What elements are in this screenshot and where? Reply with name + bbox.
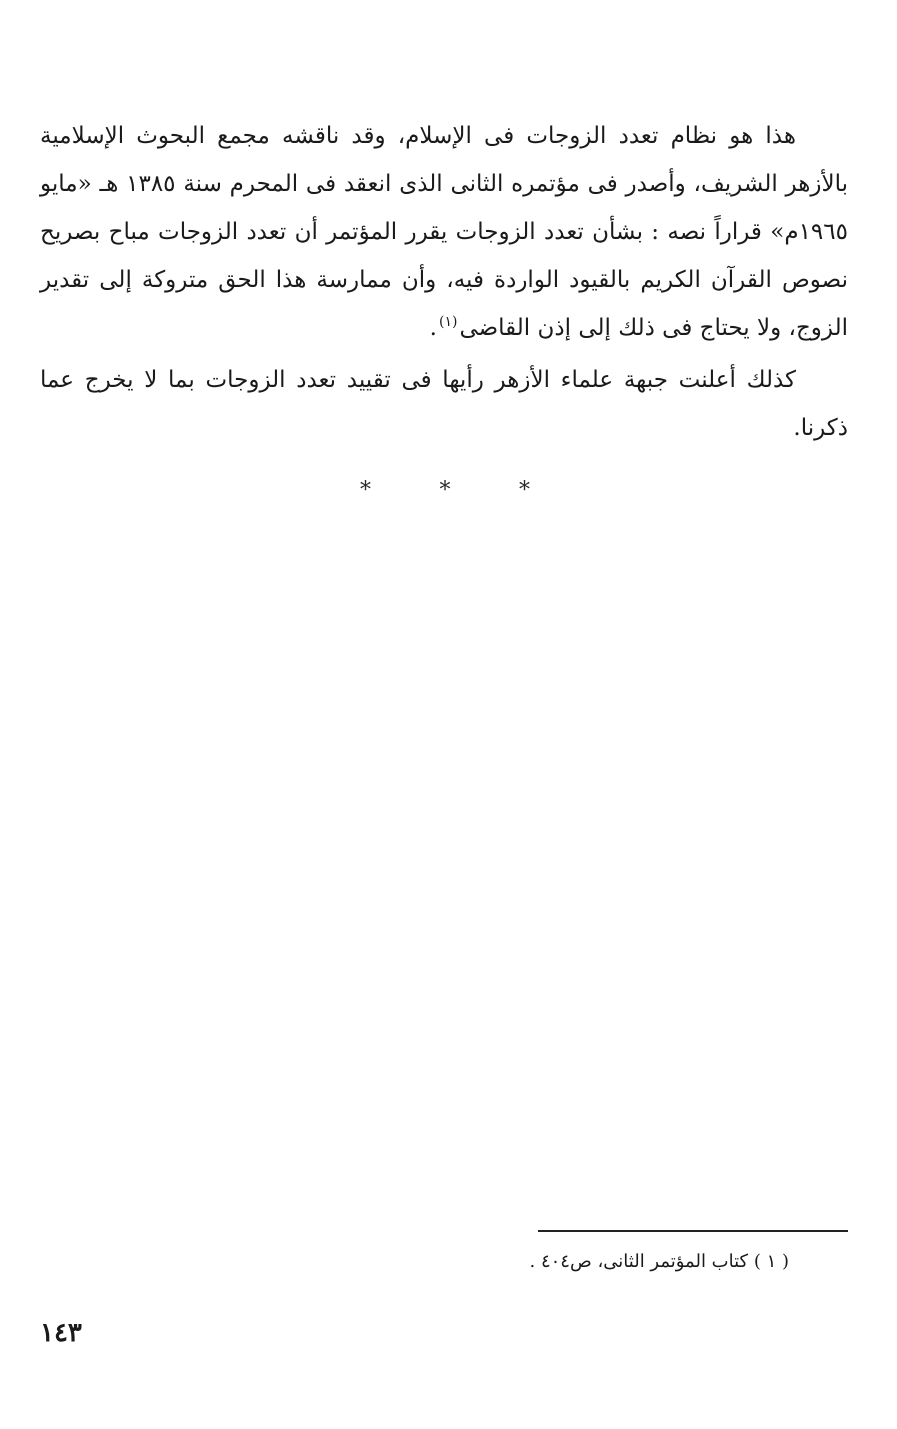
footnote: ( ١ ) كتاب المؤتمر الثانى، ص٤٠٤ . xyxy=(529,1251,789,1272)
asterisk-icon: * xyxy=(439,478,451,503)
asterisk-icon: * xyxy=(519,478,530,503)
paragraph-1 xyxy=(40,112,848,352)
paragraph-2 xyxy=(40,356,848,452)
page-number: ١٤٣ xyxy=(40,1318,82,1348)
asterisk-icon: * xyxy=(360,478,371,503)
footnote-divider xyxy=(538,1230,848,1232)
section-separator xyxy=(360,478,530,503)
paragraph-2-text: كذلك أعلنت جبهة علماء الأزهر رأيها فى تقييد تعدد الزوجات بما لا يخرج عما ذكرنا. xyxy=(40,367,848,441)
paragraph-1-text: هذا هو نظام تعدد الزوجات فى الإسلام، وقد ناقشه مجمع البحوث الإسلامية بالأزهر الشريف، وأصدر فى مؤتمره الثانى الذى انعقد فى المحرم سنة ١٣٨٥ هـ «مايو ١٩٦٥م» قراراً نصه : بشأن تعدد الزوجات يقرر المؤتمر أن تعدد الزوجات مباح بصريح نصوص القرآن الكريم بالقيود الواردة فيه، وأن ممارسة هذا الحق متروكة إلى تقدير الزوج، ولا يحتاج فى ذلك إلى إذن القاضى xyxy=(40,123,849,341)
main-text xyxy=(40,112,848,452)
paragraph-1-end: . xyxy=(429,315,437,341)
footnote-reference: (١) xyxy=(438,314,458,331)
